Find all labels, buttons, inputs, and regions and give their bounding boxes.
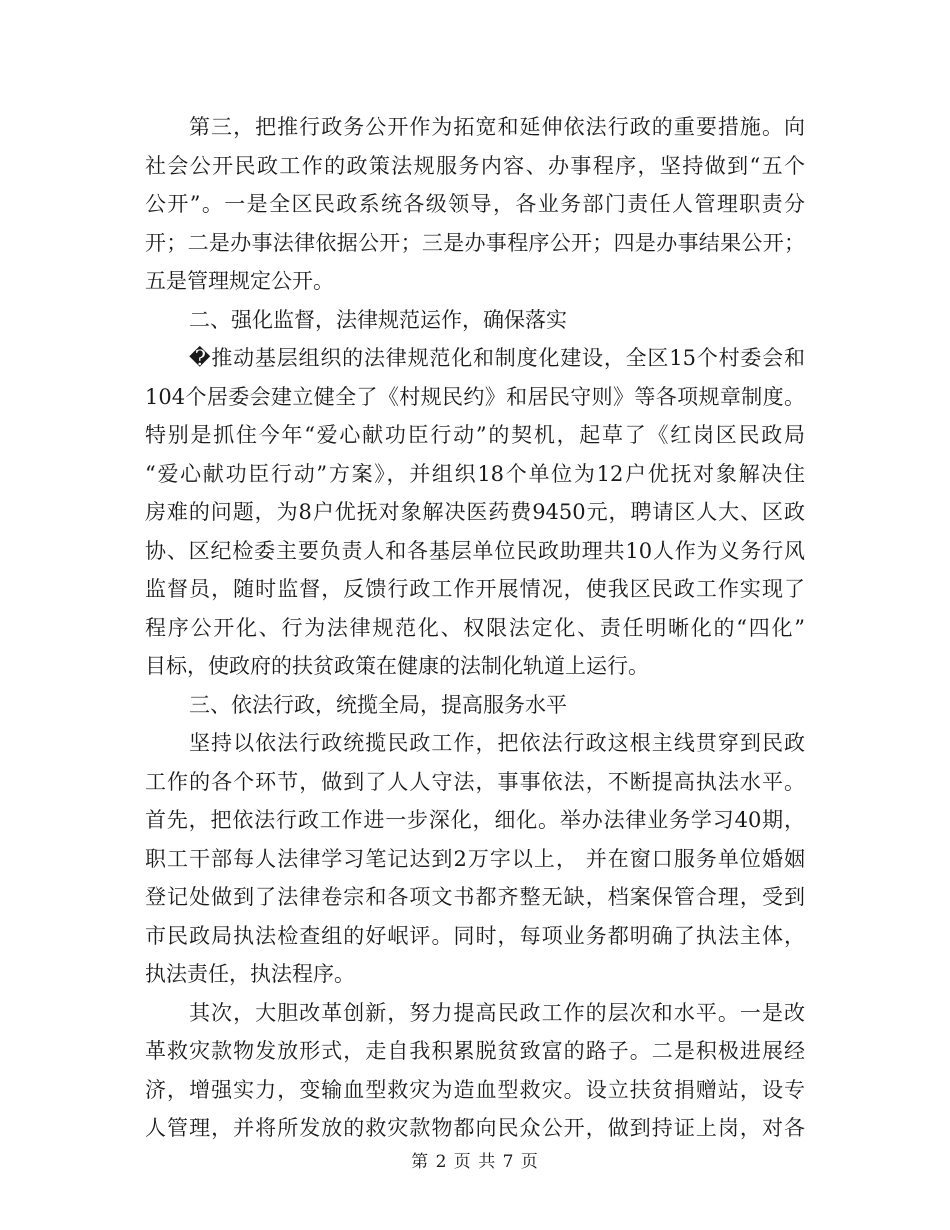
text-line: 二、强化监督，法律规范运作，确保落实: [189, 307, 567, 332]
text-line: 职工干部每人法律学习笔记达到2万字以上， 并在窗口服务单位婚姻: [145, 846, 805, 871]
text-line: 104个居委会建立健全了《村规民约》和居民守则》等各项规章制度。: [145, 384, 805, 409]
text-line: 登记处做到了法律卷宗和各项文书都齐整无缺，档案保管合理，受到: [145, 885, 805, 909]
text-line: 工作的各个环节，做到了人人守法，事事依法，不断提高执法水平。: [145, 769, 805, 794]
document-body: [145, 108, 805, 1148]
text-line: �推动基层组织的法律规范化和制度化建设，全区15个村委会和: [189, 346, 805, 370]
text-line: 第三，把推行政务公开作为拓宽和延伸依法行政的重要措施。向: [189, 115, 805, 139]
text-line: 其次，大胆改革创新，努力提高民政工作的层次和水平。一是改: [189, 1000, 805, 1025]
text-line: 协、区纪检委主要负责人和各基层单位民政助理共10人作为义务行风: [145, 538, 805, 563]
text-line: 公开”。一是全区民政系统各级领导，各业务部门责任人管理职责分: [145, 192, 805, 216]
text-line: 济，增强实力，变输血型救灾为造血型救灾。设立扶贫捐赠站，设专: [145, 1077, 805, 1102]
text-line: 房难的问题，为8户优抚对象解决医药费9450元，聘请区人大、区政: [145, 500, 805, 524]
text-line: 特别是抓住今年“爱心献功臣行动”的契机，起草了《红岗区民政局: [145, 423, 805, 447]
text-line: 人管理，并将所发放的救灾款物都向民众公开，做到持证上岗，对各: [145, 1116, 805, 1140]
text-line: 革救灾款物发放形式，走自我积累脱贫致富的路子。二是积极进展经: [145, 1039, 805, 1063]
text-line: 程序公开化、行为法律规范化、权限法定化、责任明晰化的“四化”: [145, 615, 805, 640]
text-line: 市民政局执法检查组的好岷评。同时，每项业务都明确了执法主体，: [145, 923, 805, 948]
text-line: 首先，把依法行政工作进一步深化，细化。举办法律业务学习40期，: [145, 808, 805, 832]
text-line: 五是管理规定公开。: [145, 269, 334, 293]
text-line: 目标，使政府的扶贫政策在健康的法制化轨道上运行。: [145, 654, 649, 678]
text-line: 开；二是办事法律依据公开；三是办事程序公开；四是办事结果公开；: [145, 230, 805, 255]
page-footer: 第 2 页 共 7 页: [411, 1152, 539, 1172]
text-line: 执法责任，执法程序。: [145, 962, 355, 986]
text-line: “爱心献功臣行动”方案》，并组织18个单位为12户优抚对象解决住: [145, 461, 805, 486]
text-line: 社会公开民政工作的政策法规服务内容、办事程序，坚持做到“五个: [145, 153, 805, 178]
text-line: 三、依法行政，统揽全局，提高服务水平: [189, 692, 567, 717]
text-line: 坚持以依法行政统揽民政工作，把依法行政这根主线贯穿到民政: [189, 731, 805, 755]
text-line: 监督员，随时监督，反馈行政工作开展情况，使我区民政工作实现了: [145, 577, 805, 601]
